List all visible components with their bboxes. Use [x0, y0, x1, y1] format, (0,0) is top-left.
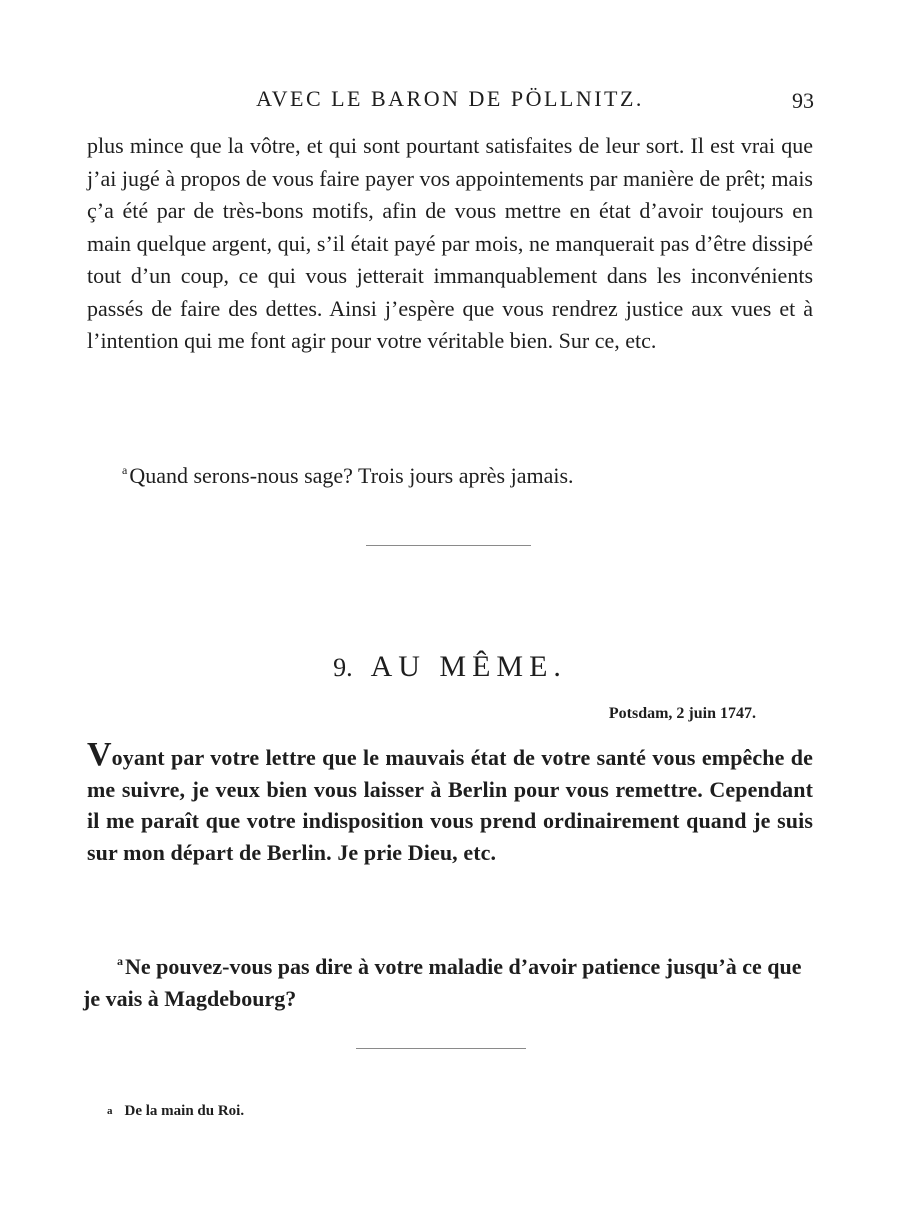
footnote-mark: a: [107, 1105, 113, 1117]
note-text: Quand serons-nous sage? Trois jours après jamais.: [129, 463, 574, 488]
page-number: 93: [792, 88, 814, 113]
letter-number: 9.: [333, 653, 353, 682]
section-divider: [356, 1048, 526, 1049]
letter-body: [87, 736, 813, 868]
note-mark: a: [122, 463, 128, 477]
handwritten-note: [83, 945, 811, 1015]
note-mark: a: [117, 954, 123, 968]
section-divider: [366, 545, 531, 546]
dateline: Potsdam, 2 juin 1747.: [608, 705, 756, 722]
footnote: [107, 1103, 244, 1120]
running-title: AVEC LE BARON DE PÖLLNITZ.: [256, 86, 644, 111]
letter-body-text: oyant par votre lettre que le mauvais état de votre santé vous empêche de me suivre, je veux bien vous laisser à Berlin pour vous remettre. Cependant il me paraît que votre indisposition vous prend ordinairement quand je suis sur mon départ de Berlin. Je prie Dieu, etc.: [87, 745, 813, 865]
drop-cap: V: [87, 736, 112, 773]
letter-heading: [0, 650, 900, 684]
footnote-text: De la main du Roi.: [124, 1103, 245, 1119]
note-text: Ne pouvez-vous pas dire à votre maladie d’avoir patience jusqu’à ce que je vais à Magdebourg?: [83, 954, 802, 1011]
annotation-note: [122, 455, 812, 491]
running-head: [0, 84, 900, 114]
letter-title: AU MÊME.: [370, 650, 567, 683]
paragraph-continued: plus mince que la vôtre, et qui sont pourtant satisfaites de leur sort. Il est vrai que j’ai jugé à propos de vous faire payer vos appointements par manière de prêt; mais ç’a été par de très-bons motifs, afin de vous mettre en état d’avoir toujours en main quelque argent, qui, s’il était payé par mois, ne manquerait pas d’être dissipé tout d’un coup, ce qui vous jetterait immanquablement dans les inconvénients passés de faire des dettes. Ainsi j’espère que vous rendrez justice aux vues et à l’intention qui me font agir pour votre véritable bien. Sur ce, etc.: [87, 133, 813, 353]
